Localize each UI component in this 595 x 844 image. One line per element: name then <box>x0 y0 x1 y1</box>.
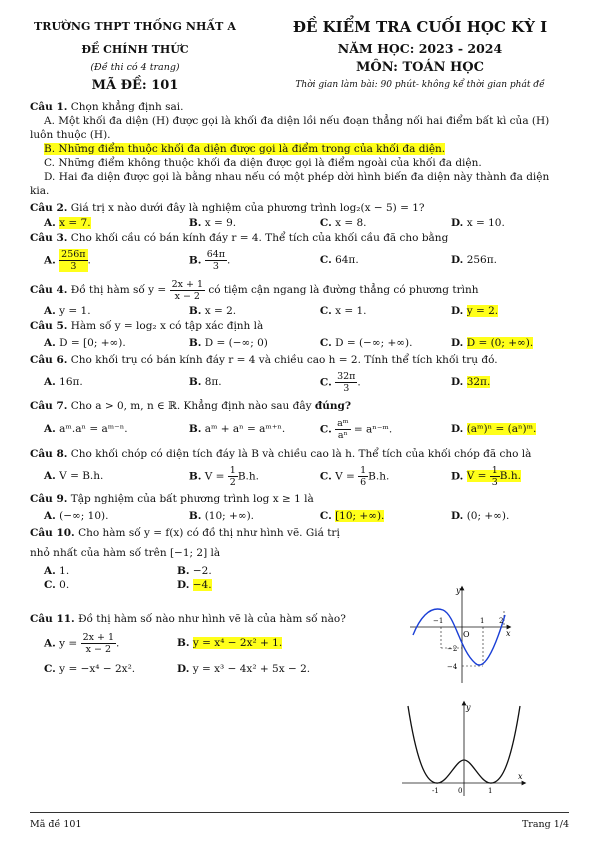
x-axis-label: x <box>506 629 511 638</box>
label-a: A. <box>44 510 56 522</box>
footer-page-number: Trang 1/4 <box>521 819 569 830</box>
question-number: Câu 10. <box>30 527 75 539</box>
option-d: y = 2. <box>466 305 499 317</box>
option-d: 32π. <box>466 376 491 388</box>
option-a: (−∞; 10). <box>59 510 109 522</box>
header-left <box>20 20 250 93</box>
question-2 <box>30 201 568 231</box>
option-c-pre: V = <box>335 470 355 482</box>
question-number: Câu 1. <box>30 101 68 113</box>
option-d: 256π. <box>466 254 497 266</box>
question-text: Tập nghiệm của bất phương trình log x ≥ 1 là <box>70 493 314 505</box>
label-b: B. <box>188 423 202 435</box>
question-number: Câu 2. <box>30 202 68 214</box>
question-number: Câu 7. <box>30 400 68 412</box>
option-a-fraction <box>81 632 116 655</box>
label-d: D. <box>450 254 464 266</box>
question-text: Hàm số y = log₂ x có tập xác định là <box>70 320 264 332</box>
option-d: y = x³ − 4x² + 5x − 2. <box>192 663 311 675</box>
option-b-pre: V = <box>204 470 225 482</box>
label-b: B. <box>188 470 202 482</box>
numerator: aᵐ <box>337 417 349 429</box>
label-a: A. <box>44 565 56 577</box>
label-a: A. <box>44 305 56 317</box>
question-6: Câu 6. Cho khối trụ có bán kính đáy r = 4 và chiều cao h = 2. Tính thể tích khối trụ đó. A. 16π. B. 8π. C. $\frac{32\pi}{3}$ . D. 32π. <box>30 354 498 394</box>
label-c: C. <box>319 470 332 482</box>
label-d: D. <box>450 470 464 482</box>
option-a: x = 7. <box>59 217 91 229</box>
option-d: (0; +∞). <box>466 510 510 522</box>
subject: MÔN: TOÁN HỌC <box>356 60 484 75</box>
tick-label-minus-1: -1 <box>432 787 439 795</box>
question-text: Đồ thị hàm số nào như hình vẽ là của hàm số nào? <box>78 613 346 625</box>
option-c: x = 8. <box>335 217 367 229</box>
option-a: V = B.h. <box>59 470 104 482</box>
question-number: Câu 9. <box>30 493 68 505</box>
x-axis-label: x <box>518 772 523 781</box>
option-b: 8π. <box>204 376 222 388</box>
option-b: (10; +∞). <box>204 510 255 522</box>
question-number: Câu 3. <box>30 232 68 244</box>
question-text-post: có tiệm cận ngang là đường thẳng có phương trình <box>208 284 479 296</box>
tick-label-minus-4: −4 <box>447 663 458 671</box>
label-b: B. <box>188 254 202 266</box>
label-a: A. <box>44 254 56 266</box>
option-c: y = −x⁴ − 2x². <box>59 663 136 675</box>
option-a-pre: y = <box>59 637 78 649</box>
option-d-continued: kia. <box>30 185 50 197</box>
denominator: aⁿ <box>337 429 348 441</box>
label-a: A. <box>44 376 56 388</box>
official-label: ĐỀ CHÍNH THỨC <box>81 43 189 56</box>
question-9 <box>30 492 568 526</box>
option-a: aᵐ.aⁿ = aᵐ⁻ⁿ. <box>59 423 128 435</box>
option-a: A. Một khối đa diện (H) được gọi là khối đa diện lồi nếu đoạn thẳng nối hai điểm bất kì của (H) <box>44 115 550 127</box>
school-name: TRƯỜNG THPT THỐNG NHẤT A <box>33 20 237 33</box>
option-c: [10; +∞). <box>335 510 385 522</box>
exam-code: MÃ ĐỀ: 101 <box>91 78 179 93</box>
option-d: x = 10. <box>466 217 505 229</box>
tick-label-minus-1: −1 <box>433 617 444 625</box>
option-b-fraction <box>228 465 238 488</box>
option-b: y = x⁴ − 2x² + 1. <box>192 637 283 649</box>
option-c: 64π. <box>335 254 359 266</box>
numerator: 64π <box>206 248 226 260</box>
option-d-post: B.h. <box>499 470 521 482</box>
option-b: x = 9. <box>204 217 237 229</box>
function-curve <box>413 609 505 665</box>
option-c: x = 1. <box>335 305 367 317</box>
page-count-note: (Đề thi có 4 trang) <box>90 62 180 73</box>
denominator: 2 <box>229 476 236 488</box>
option-d-pre: V = <box>466 470 487 482</box>
option-b: B. Những điểm thuộc khối đa diện được gọi là điểm trong của khối đa diện. <box>44 143 446 155</box>
label-d: D. <box>450 423 464 435</box>
label-b: B. <box>177 637 190 649</box>
question-number: Câu 6. <box>30 354 68 366</box>
option-c-fraction <box>358 465 368 488</box>
label-a: A. <box>44 423 56 435</box>
label-c: C. <box>319 376 332 388</box>
option-d: D. Hai đa diện được gọi là bằng nhau nếu có một phép dời hình biến đa diện này thành đa diện <box>44 171 550 183</box>
question-number: Câu 5. <box>30 320 68 332</box>
denominator: 3 <box>343 382 350 394</box>
numerator: 1 <box>360 464 367 476</box>
question-text: Cho khối chóp có diện tích đáy là B và chiều cao là h. Thể tích của khối chóp đã cho là <box>70 448 532 460</box>
label-c: C. <box>319 337 332 349</box>
option-b-fraction <box>205 249 227 272</box>
label-b: B. <box>177 565 190 577</box>
denominator: x − 2 <box>85 643 111 655</box>
y-axis-label: y <box>456 586 461 595</box>
numerator: 256π <box>61 248 86 260</box>
exam-title: ĐỀ KIỂM TRA CUỐI HỌC KỲ I <box>292 18 548 36</box>
question-7 <box>30 399 568 445</box>
school-year: NĂM HỌC: 2023 - 2024 <box>337 41 503 56</box>
label-d: D. <box>177 663 190 675</box>
label-b: B. <box>188 305 202 317</box>
label-d: D. <box>177 579 190 591</box>
option-b: −2. <box>192 565 212 577</box>
option-d: −4. <box>192 579 212 591</box>
option-b: D = (−∞; 0) <box>204 337 268 349</box>
tick-label-minus-2: −2 <box>447 645 458 653</box>
numerator: 1 <box>229 464 236 476</box>
question-text: Cho khối trụ có bán kính đáy r = 4 và chiều cao h = 2. Tính thể tích khối trụ đó. <box>70 354 498 366</box>
question-3: Câu 3. Cho khối cầu có bán kính đáy r = 4. Thể tích của khối cầu đã cho bằng A. $\frac{256\pi}{3}$ . B. $\frac{64\pi}{3}$ . C. 64π. D. 256π. <box>30 232 497 272</box>
label-a: A. <box>44 337 56 349</box>
option-c-post: B.h. <box>368 470 390 482</box>
label-c: C. <box>319 305 332 317</box>
question-text-pre: Đồ thị hàm số y = <box>70 284 167 296</box>
denominator: 3 <box>491 476 498 488</box>
option-c: C. Những điểm không thuộc khối đa diện được gọi là điểm ngoài của khối đa diện. <box>44 157 482 169</box>
option-c-post: = aⁿ⁻ᵐ. <box>353 423 393 435</box>
option-d-fraction <box>490 465 500 488</box>
question-4 <box>30 277 568 319</box>
question-8 <box>30 447 568 491</box>
question-text: Giá trị x nào dưới đây là nghiệm của phương trình log₂(x − 5) = 1? <box>70 202 425 214</box>
header-right <box>260 18 580 90</box>
question-11-graph <box>400 700 530 798</box>
option-c: 0. <box>59 579 70 591</box>
label-b: B. <box>188 376 202 388</box>
footer-exam-code: Mã đề 101 <box>30 819 82 830</box>
question-number: Câu 11. <box>30 613 75 625</box>
option-c: D = (−∞; +∞). <box>335 337 413 349</box>
origin-label: O <box>463 630 470 639</box>
question-text-bold: đúng? <box>314 400 351 412</box>
label-c: C. <box>319 217 332 229</box>
question-number: Câu 4. <box>30 284 68 296</box>
label-c: C. <box>44 579 56 591</box>
question-text-pre: Cho a > 0, m, n ∈ ℝ. Khẳng định nào sau đây <box>70 400 312 412</box>
footer <box>30 812 569 830</box>
question-10-graph <box>405 585 515 685</box>
option-a: D = [0; +∞). <box>59 337 126 349</box>
denominator: 3 <box>70 260 77 272</box>
option-d-highlight <box>466 464 521 488</box>
numerator: 32π <box>337 370 356 382</box>
label-c: C. <box>44 663 56 675</box>
option-a: 16π. <box>59 376 83 388</box>
label-d: D. <box>450 305 464 317</box>
option-b: x = 2. <box>204 305 237 317</box>
question-5 <box>30 319 568 353</box>
label-c: C. <box>319 254 332 266</box>
label-b: B. <box>188 217 202 229</box>
tick-label-1: 1 <box>480 617 485 625</box>
option-b-post: B.h. <box>237 470 259 482</box>
numerator: 1 <box>491 464 498 476</box>
label-d: D. <box>450 510 464 522</box>
option-a: y = 1. <box>59 305 91 317</box>
option-d: (aᵐ)ⁿ = (aⁿ)ᵐ. <box>466 423 537 435</box>
question-11: Câu 11. Đồ thị hàm số nào như hình vẽ là của hàm số nào? A. y = $\frac{2x + 1}{x - 2}$ . B. y = x⁴ − 2x² + 1. C. y = −x⁴ − 2x². D. y = x³ − 4x² + 5x − 2. <box>30 613 346 675</box>
option-b: aᵐ + aⁿ = aᵐ⁺ⁿ. <box>204 423 286 435</box>
option-a-continued: luôn thuộc (H). <box>30 129 111 141</box>
denominator: 3 <box>212 260 219 272</box>
label-a: A. <box>44 470 56 482</box>
question-text: Chọn khẳng định sai. <box>70 101 184 113</box>
question-text-2: nhỏ nhất của hàm số trên [−1; 2] là <box>30 547 221 559</box>
label-b: B. <box>188 337 202 349</box>
denominator: 6 <box>360 476 367 488</box>
question-text: Cho hàm số y = f(x) có đồ thị như hình vẽ. Giá trị <box>78 527 340 539</box>
denominator: x − 2 <box>174 290 200 302</box>
question-text: Cho khối cầu có bán kính đáy r = 4. Thể tích của khối cầu đã cho bằng <box>70 232 449 244</box>
function-fraction <box>170 279 205 302</box>
question-1 <box>30 100 568 198</box>
y-axis-label: y <box>466 703 471 712</box>
option-d: D = (0; +∞). <box>466 337 534 349</box>
label-a: A. <box>44 217 56 229</box>
label-d: D. <box>450 337 464 349</box>
label-d: D. <box>450 376 464 388</box>
question-10 <box>30 526 390 592</box>
origin-label: 0 <box>458 787 463 795</box>
option-a: 1. <box>59 565 70 577</box>
label-a: A. <box>44 637 56 649</box>
tick-label-1: 1 <box>488 787 493 795</box>
option-c-fraction <box>335 371 357 394</box>
numerator: 2x + 1 <box>171 278 204 290</box>
label-d: D. <box>450 217 464 229</box>
label-b: B. <box>188 510 202 522</box>
tick-label-2: 2 <box>499 617 504 625</box>
label-c: C. <box>319 423 332 435</box>
time-note: Thời gian làm bài: 90 phút- không kể thời gian phát đề <box>295 80 545 90</box>
option-c-fraction <box>335 418 351 441</box>
question-number: Câu 8. <box>30 448 68 460</box>
label-c: C. <box>319 510 332 522</box>
option-a-fraction <box>59 249 87 272</box>
numerator: 2x + 1 <box>82 631 115 643</box>
